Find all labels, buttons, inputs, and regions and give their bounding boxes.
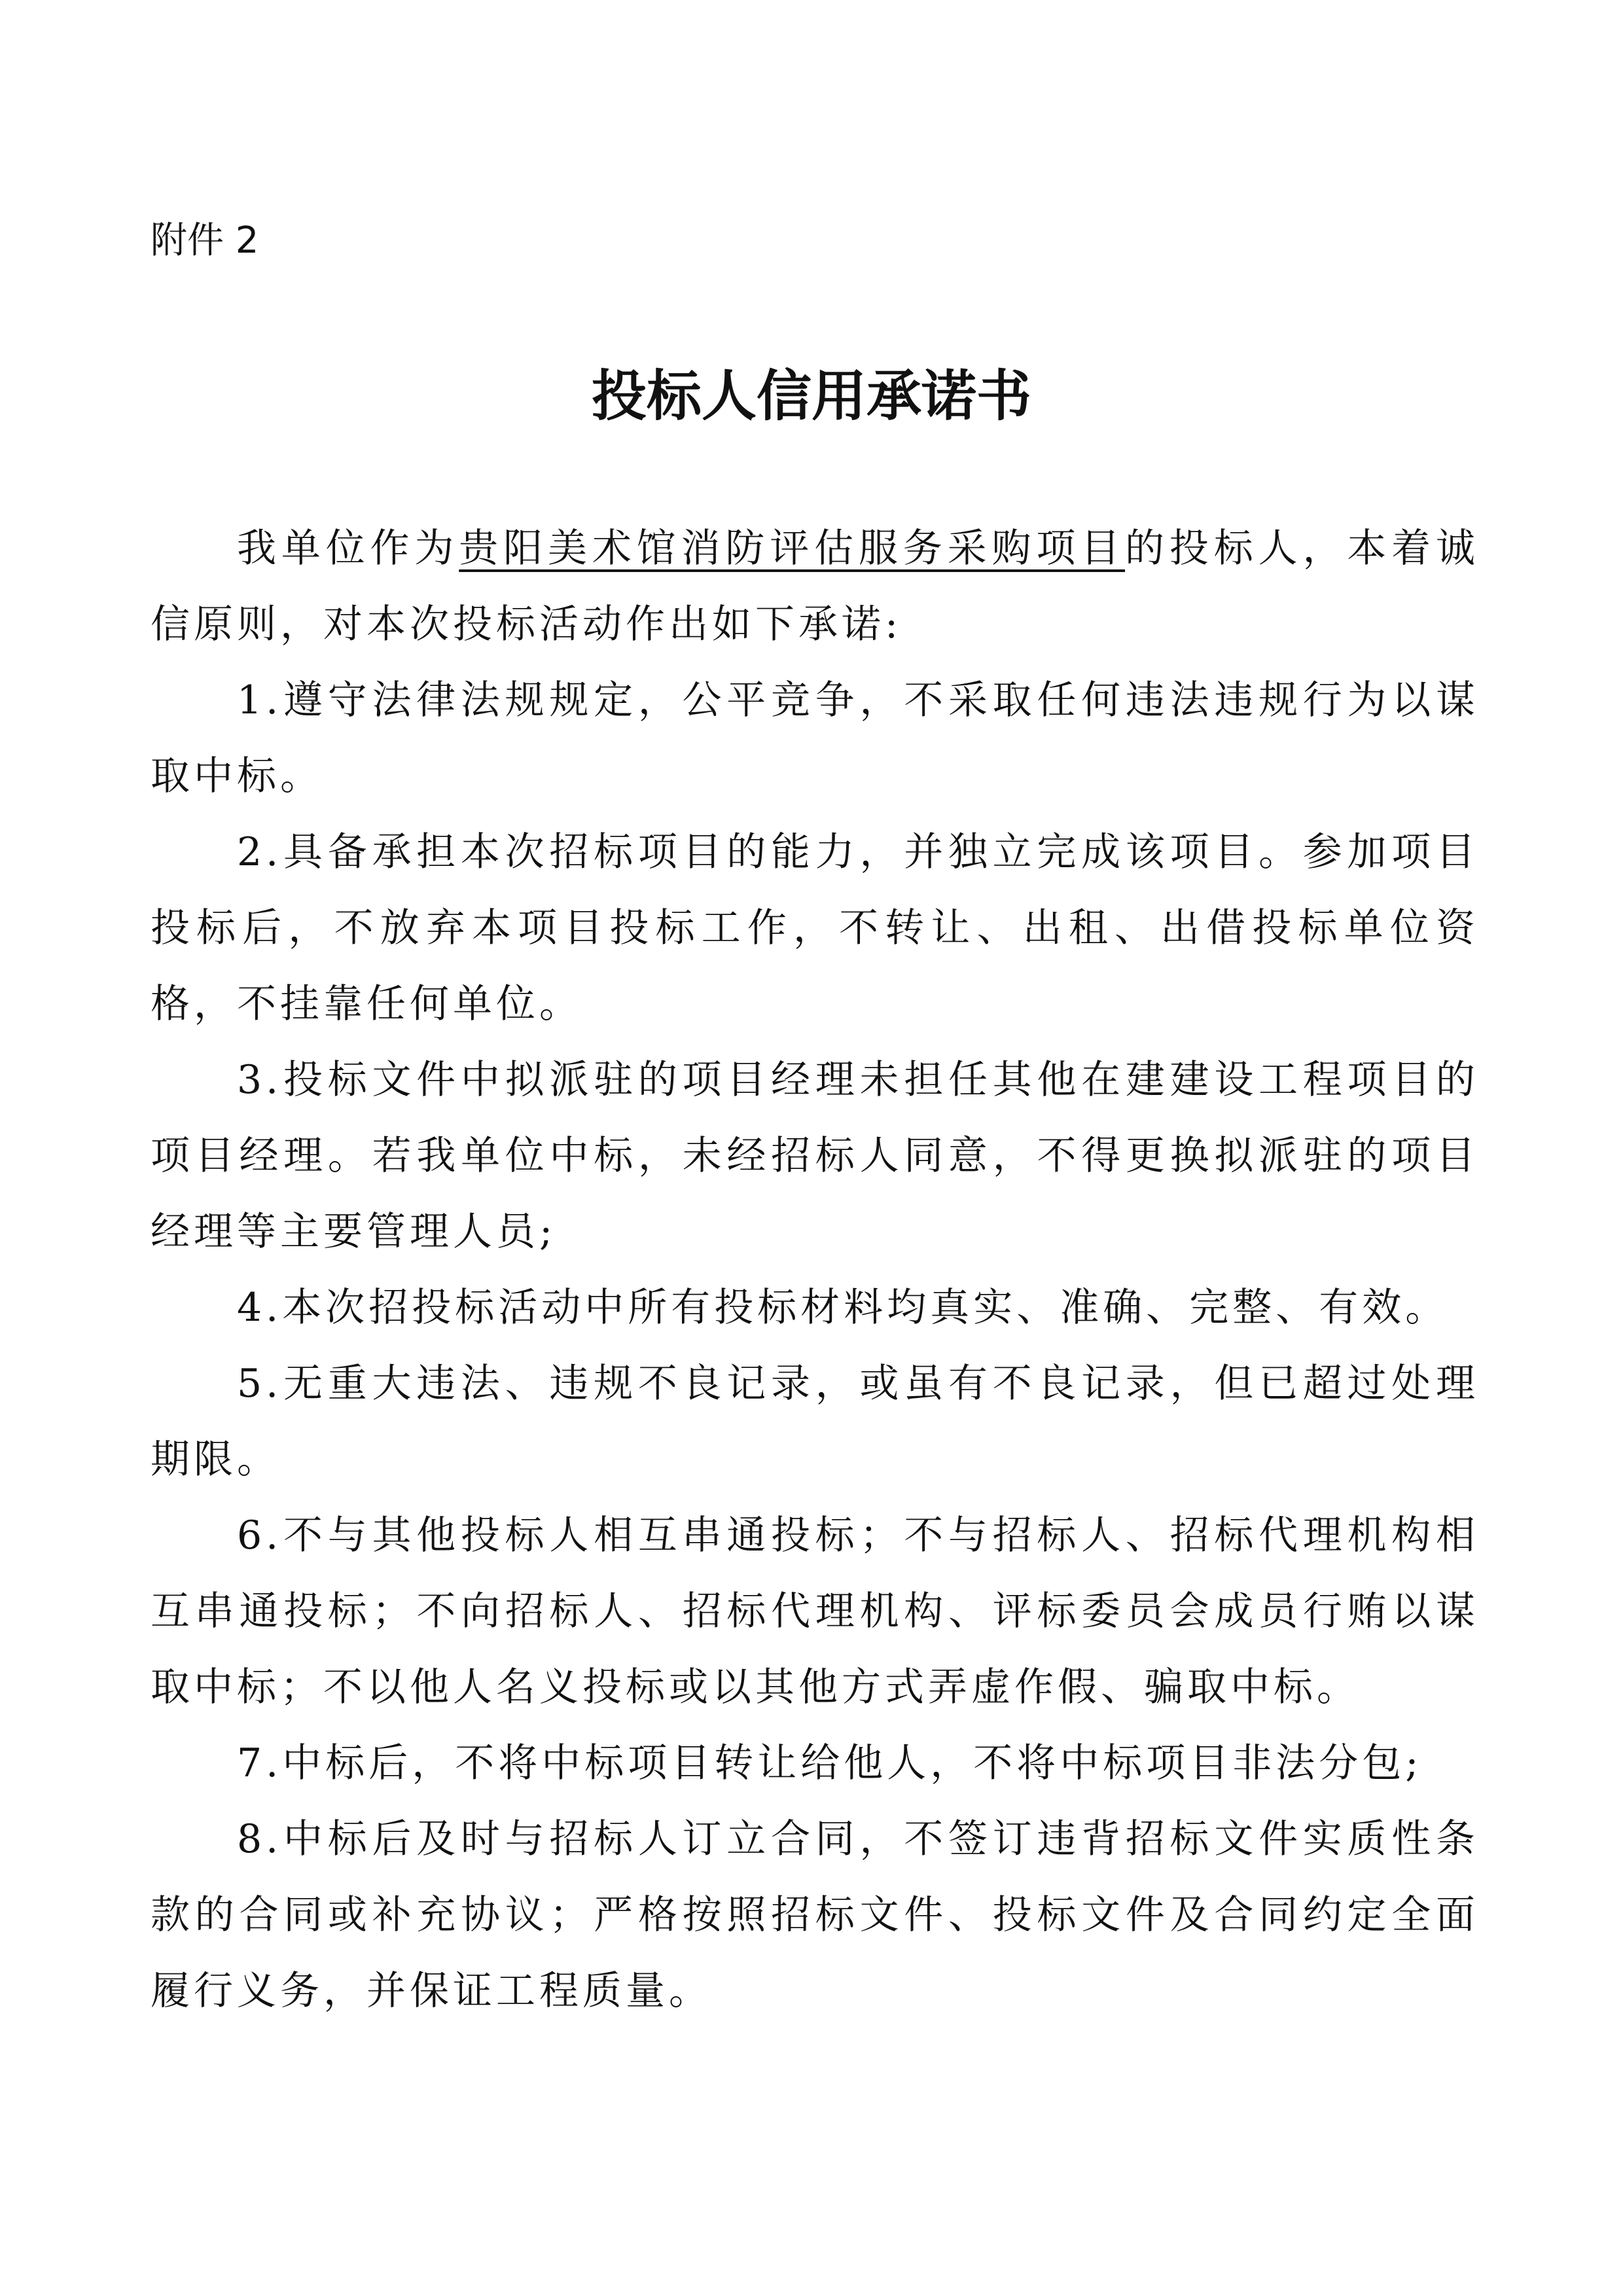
attachment-label: 附件 2 [151,219,259,262]
commitment-item-6: 6.不与其他投标人相互串通投标；不与招标人、招标代理机构相互串通投标；不向招标人、招标代理机构、评标委员会成员行贿以谋取中标；不以他人名义投标或以其他方式弄虚作假、骗取中标。 [151,1513,1479,1710]
intro-paragraph [151,511,1479,662]
commitment-item-7: 7.中标后，不将中标项目转让给他人，不将中标项目非法分包; [237,1740,1423,1786]
document-title: 投标人信用承诺书 [591,363,1031,428]
intro-prefix: 我单位作为 [237,526,459,571]
commitment-item-5: 5.无重大违法、违规不良记录，或虽有不良记录，但已超过处理期限。 [151,1361,1479,1482]
intro-suffix: 的投标人，本着诚信原则，对本次投标活动作出如下承诺: [151,526,1480,647]
commitment-item-4: 4.本次招投标活动中所有投标材料均真实、准确、完整、有效。 [237,1285,1449,1331]
commitment-item-2: 2.具备承担本次招标项目的能力，并独立完成该项目。参加项目投标后，不放弃本项目投标工作，不转让、出租、出借投标单位资格，不挂靠任何单位。 [151,829,1479,1027]
commitment-item-3: 3.投标文件中拟派驻的项目经理未担任其他在建建设工程项目的项目经理。若我单位中标，未经招标人同意，不得更换拟派驻的项目经理等主要管理人员; [151,1057,1479,1255]
commitment-item-1: 1.遵守法律法规规定，公平竞争，不采取任何违法违规行为以谋取中标。 [151,677,1479,799]
commitment-item-8: 8.中标后及时与招标人订立合同，不签订违背招标文件实质性条款的合同或补充协议；严格按照招标文件、投标文件及合同约定全面履行义务，并保证工程质量。 [151,1816,1479,2014]
project-name: 贵阳美术馆消防评估服务采购项目 [459,526,1126,571]
document-body [151,511,1479,2029]
